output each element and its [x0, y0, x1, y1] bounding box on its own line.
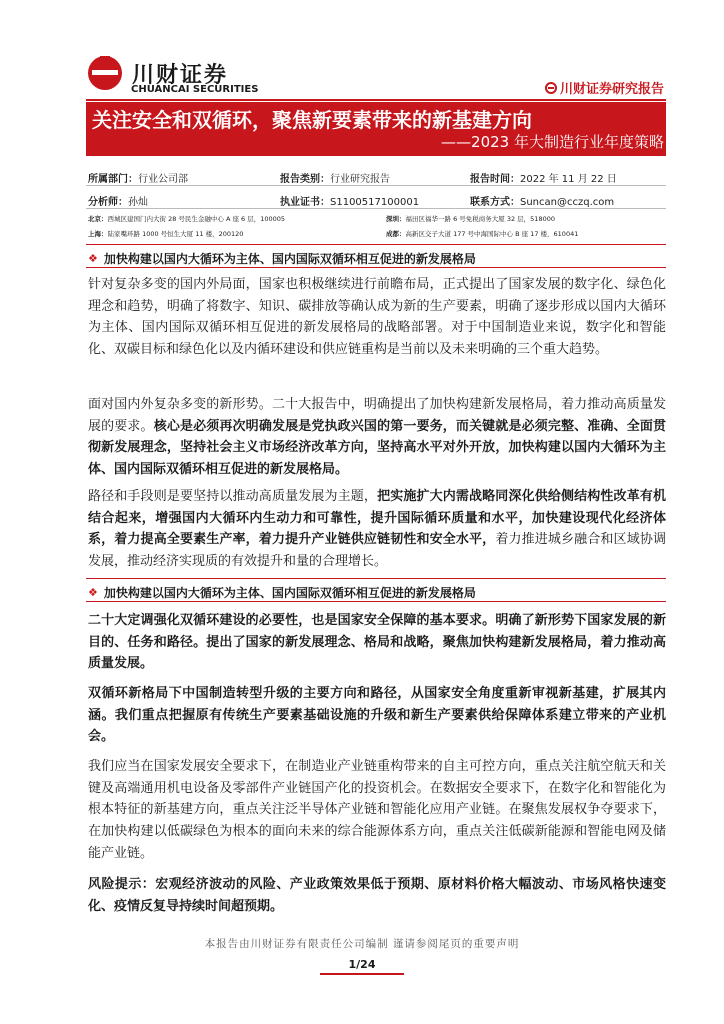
footer-disclaimer: 本报告由川财证券有限责任公司编制 谨请参阅尾页的重要声明	[204, 938, 520, 950]
diamond-bullet-icon: ❖	[88, 252, 98, 265]
logo-english-text: CHUANCAI SECURITIES	[131, 84, 259, 95]
type-info: 报告类别：行业研究报告	[280, 174, 390, 185]
paragraph: 双循环新格局下中国制造转型升级的主要方向和路径，从国家安全角度重新审视新基建，扩展其内涵。我们重点把握原有传统生产要素基础设施的升级和新生产要素供给保障体系建立带来的产业机会。	[88, 686, 666, 745]
paragraph: 面对国内外复杂多变的新形势。二十大报告中，明确提出了加快构建新发展格局，着力推动高质量发展的要求。核心是必须再次明确发展是党执政兴国的第一要务，而关键就是必须完整、准确、全面贯彻新发展理念，坚持社会主义市场经济改革方向，坚持高水平对外开放，加快构建以国内大循环为主体、国内国际双循环相互促进的新发展格局。	[88, 397, 666, 478]
report-subtitle: ——2023 年大制造行业年度策略	[441, 133, 664, 151]
address-chengdu: 成都：高新区交子大道 177 号中海国际中心 B 座 17 楼，610041	[386, 230, 579, 238]
analyst-info: 分析师：孙灿	[88, 197, 148, 208]
time-info: 报告时间：2022 年 11 月 22 日	[470, 174, 617, 185]
address-shenzhen: 深圳：福田区福华一路 6 号免税商务大厦 32 层，518000	[386, 215, 555, 223]
section-heading	[88, 250, 476, 267]
risk-warning: 风险提示：宏观经济波动的风险、产业政策效果低于预期、原材料价格大幅波动、市场风格快速变化、疫情反复导持续时间超预期。	[88, 877, 666, 914]
meta-divider	[86, 185, 666, 186]
page-number: 1/24	[348, 958, 376, 971]
section-heading	[88, 584, 476, 601]
section-divider	[86, 244, 666, 245]
paragraph: 针对复杂多变的国内外局面，国家也积极继续进行前瞻布局，正式提出了国家发展的数字化、绿色化理念和趋势，明确了将数字、知识、碳排放等确认成为新的生产要素，明确了逐步形成以国内大循环为主体、国内国际双循环相互促进的新发展格局的战略部署。对于中国制造业来说，数字化和智能化、双碳目标和绿色化以及内循环建设和供应链重构是当前以及未来明确的三个重大趋势。	[88, 277, 666, 358]
paragraph: 我们应当在国家发展安全要求下，在制造业产业链重构带来的自主可控方向，重点关注航空航天和关键及高端通用机电设备及零部件产业链国产化的投资机会。在数据安全要求下，在数字化和智能化为根本特征的新基建方向，重点关注泛半导体产业链和智能化应用产业链。在聚焦发展权争夺要求下，在加快构建以低碳绿色为根本的面向未来的综合能源体系方向，重点关注低碳新能源和智能电网及储能产业链。	[88, 759, 666, 861]
report-tag	[545, 78, 664, 97]
section-divider	[86, 578, 666, 579]
page-number-underline	[320, 973, 404, 975]
section-divider	[86, 601, 666, 602]
header-rule	[86, 99, 666, 101]
report-tag-label: 川财证券研究报告	[559, 82, 664, 97]
address-shanghai: 上海：陆家嘴环路 1000 号恒生大厦 11 楼，200120	[88, 230, 244, 238]
report-title: 关注安全和双循环，聚焦新要素带来的新基建方向	[92, 108, 532, 132]
chuancai-logo-icon	[88, 56, 122, 90]
section-heading-text: 加快构建以国内大循环为主体、国内国际双循环相互促进的新发展格局	[103, 252, 476, 266]
paragraph: 二十大定调强化双循环建设的必要性，也是国家安全保障的基本要求。明确了新形势下国家发展的新目的、任务和路径。提出了国家的新发展理念、格局和战略，聚焦加快构建新发展格局，着力推动高质量发展。	[88, 613, 666, 672]
dept-info: 所属部门：行业公司部	[88, 174, 188, 185]
cert-info: 执业证书：S1100517100001	[280, 197, 420, 208]
address-beijing: 北京：西城区建国门内大街 28 号民生金融中心 A 座 6 层，100005	[88, 215, 286, 223]
diamond-bullet-icon: ❖	[88, 586, 98, 599]
paragraph: 路径和手段则是要坚持以推动高质量发展为主题，把实施扩大内需战略同深化供给侧结构性改革有机结合起来，增强国内大循环内生动力和可靠性，提升国际循环质量和水平，加快建设现代化经济体系，着力提高全要素生产率，着力提升产业链供应链韧性和安全水平，着力推进城乡融合和区域协调发展，推动经济实现质的有效提升和量的合理增长。	[88, 489, 666, 570]
chuancai-small-logo-icon	[545, 82, 557, 94]
section-divider	[86, 267, 666, 268]
contact-info: 联系方式：Suncan@cczq.com	[470, 197, 615, 208]
meta-divider	[86, 208, 666, 209]
section-heading-text: 加快构建以国内大循环为主体、国内国际双循环相互促进的新发展格局	[103, 586, 476, 600]
logo-text: 川财证券	[132, 63, 229, 88]
